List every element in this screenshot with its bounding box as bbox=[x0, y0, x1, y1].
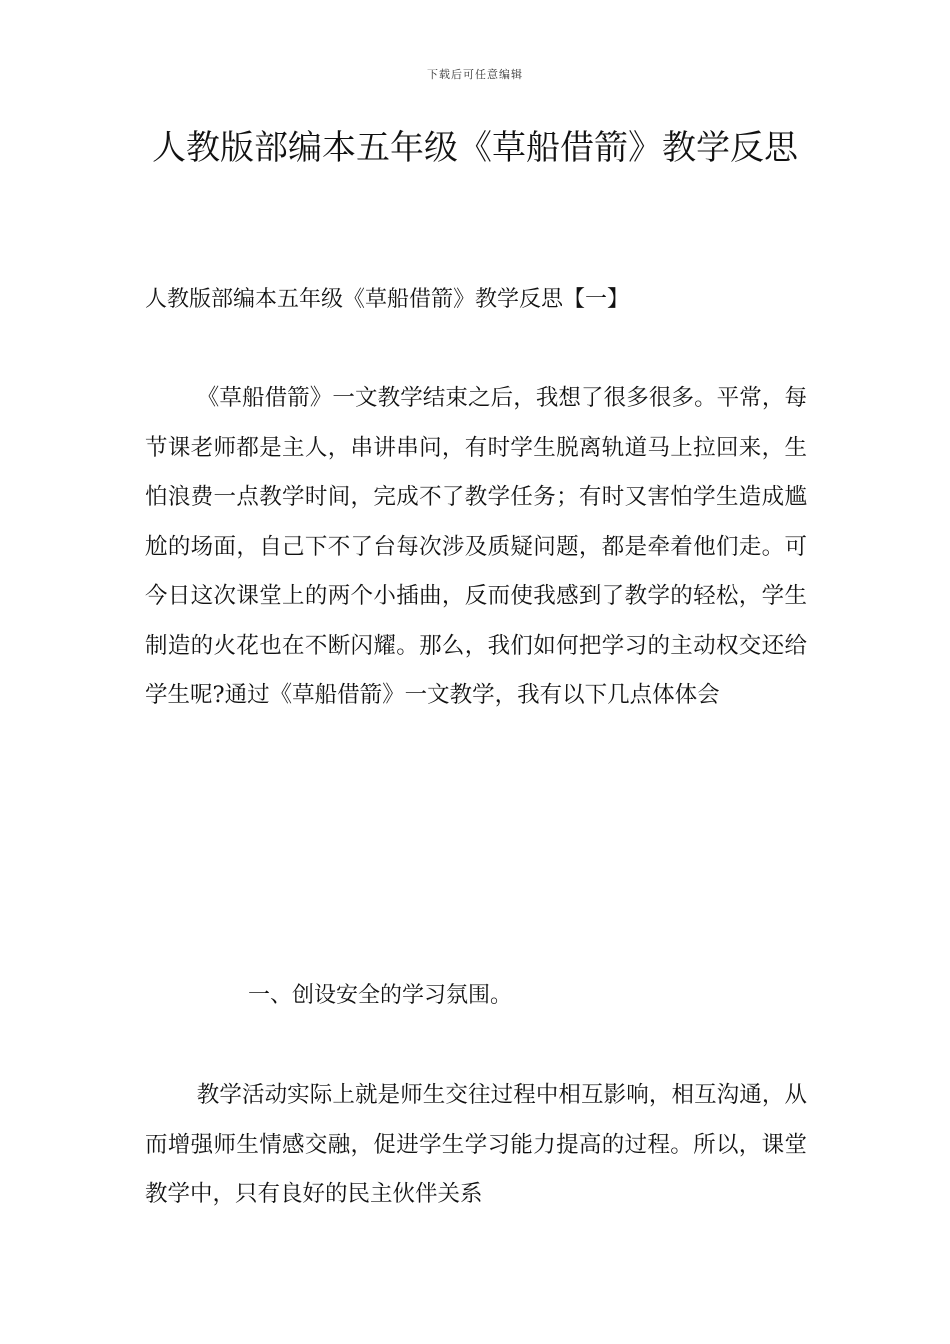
document-title: 人教版部编本五年级《草船借箭》教学反思 bbox=[152, 128, 798, 168]
body-paragraph-1: 《草船借箭》一文教学结束之后，我想了很多很多。平常，每节课老师都是主人，串讲串问，有时学生脱离轨道马上拉回来，生怕浪费一点教学时间，完成不了教学任务；有时又害怕学生造成尴尬的场面，自己下不了台每次涉及质疑问题，都是牵着他们走。可今日这次课堂上的两个小插曲，反而使我感到了教学的轻松，学生制造的火花也在不断闪耀。那么，我们如何把学习的主动权交还给学生呢?通过《草船借箭》一文教学，我有以下几点体体会 bbox=[145, 385, 807, 708]
section-title: 人教版部编本五年级《草船借箭》教学反思【一】 bbox=[145, 287, 630, 312]
header-note: 下载后可任意编辑 bbox=[427, 68, 523, 81]
subheading-1: 一、创设安全的学习氛围。 bbox=[248, 983, 513, 1008]
body-paragraph-2: 教学活动实际上就是师生交往过程中相互影响，相互沟通，从而增强师生情感交融，促进学生学习能力提高的过程。所以，课堂教学中，只有良好的民主伙伴关系 bbox=[145, 1082, 807, 1207]
